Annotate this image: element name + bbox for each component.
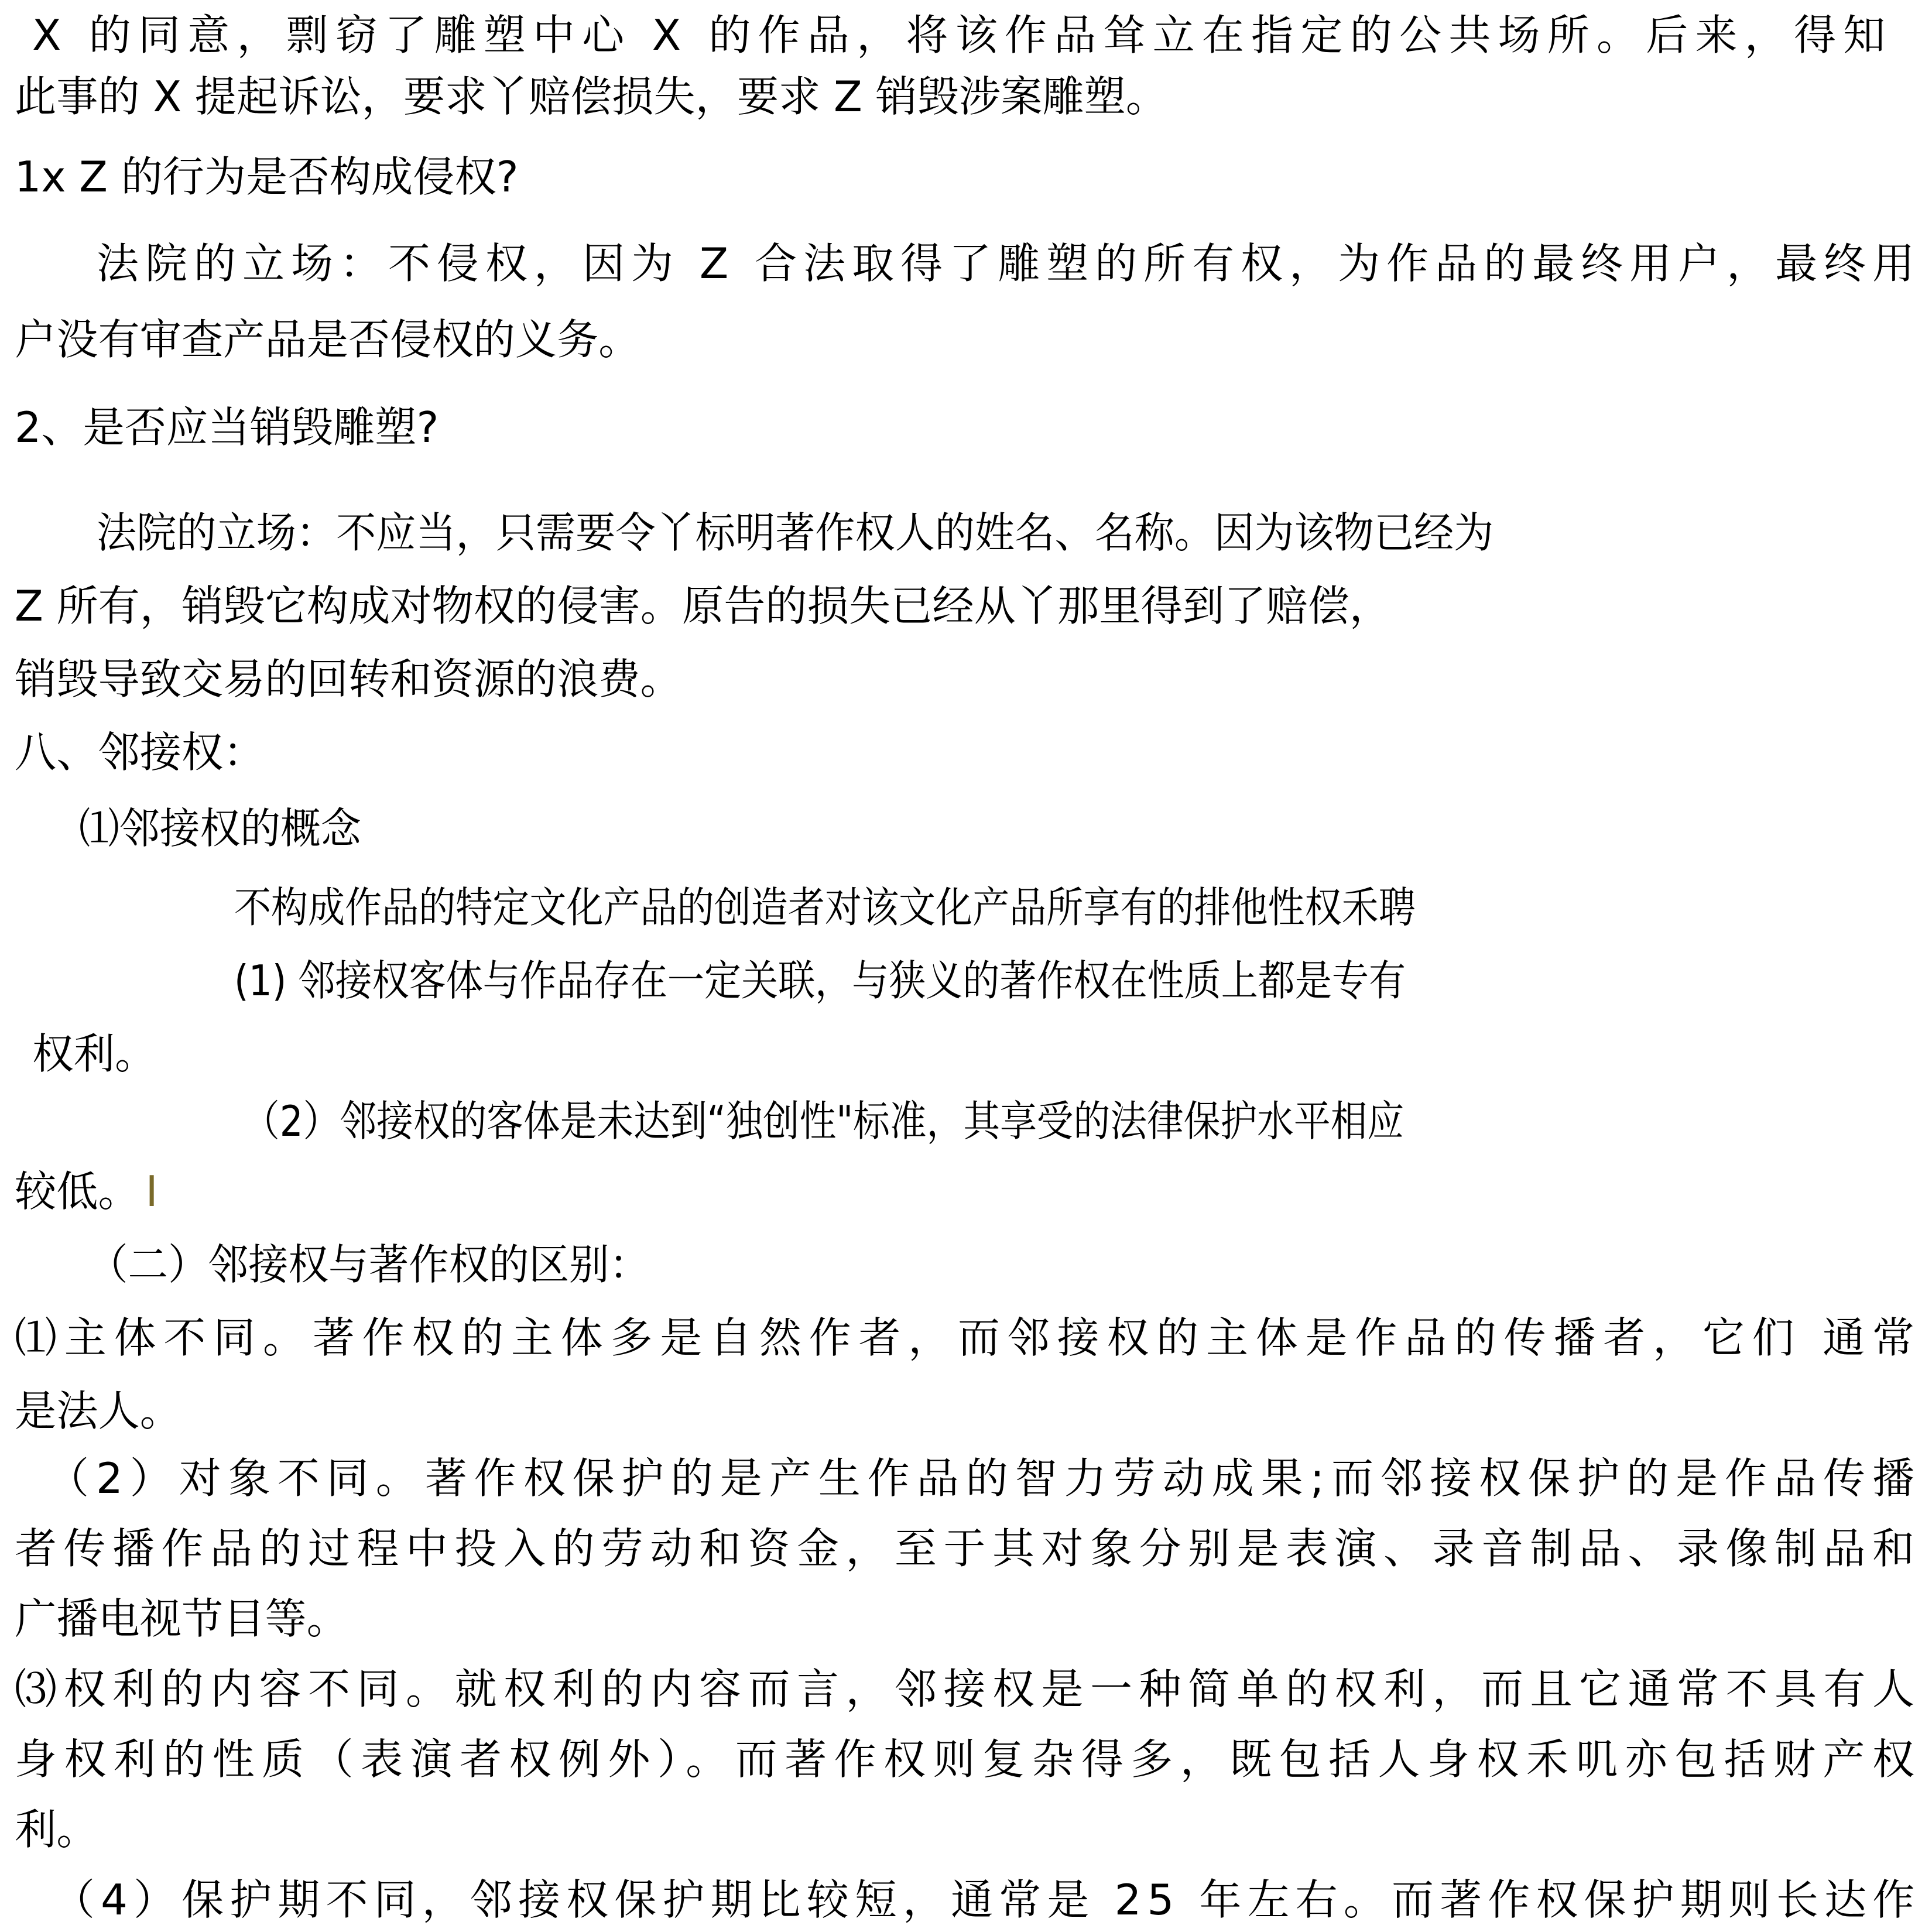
difference-2-line-1: （2）对象不同。著作权保护的是产生作品的智力劳动成果;而邻接权保护的是作品传播 (47, 1454, 1922, 1503)
difference-2-line-2: 者传播作品的过程中投入的劳动和资金，至于其对象分别是表演、录音制品、录像制品和 (15, 1524, 1921, 1573)
answer-2-line-1: 法院的立场：不应当，只需要令丫标明著作权人的姓名、名称。因为该物已经为 (97, 508, 1494, 557)
paragraph-line-1: X 的同意，剽窃了雕塑中心 X 的作品，将该作品耸立在指定的公共场所。后来，得知 (32, 11, 1893, 60)
difference-3-line-1: ⑶权利的内容不同。就权利的内容而言，邻接权是一种简单的权利，而且它通常不具有人 (15, 1664, 1921, 1714)
answer-2-line-2: Z 所有，销毁它构成对物权的侵害。原告的损失已经从丫那里得到了赔偿， (15, 581, 1392, 631)
concept-point-2-line-2 (15, 1162, 1926, 1221)
text-cursor-mark: I (145, 1167, 158, 1216)
concept-point-1-line-2: 权利。 (32, 1029, 156, 1078)
subsection-heading-2: （二）邻接权与著作权的区别： (88, 1240, 650, 1289)
difference-3-line-3: 利。 (15, 1805, 98, 1854)
concept-definition: 不构成作品的特定文化产品的创造者对该文化产品所享有的排他性权禾聘 (234, 883, 1416, 932)
paragraph-line-2: 此事的 X 提起诉讼，要求丫赔偿损失，要求 Z 销毁涉案雕塑。 (15, 72, 1168, 121)
concept-point-2-text: 较低。 (15, 1167, 140, 1216)
question-2: 2、是否应当销毁雕塑? (15, 403, 439, 452)
answer-2-line-3: 销毁导致交易的回转和资源的浪费。 (15, 655, 682, 704)
difference-2-line-3: 广播电视节目等。 (15, 1594, 348, 1643)
difference-4-line-1: （4）保护期不同，邻接权保护期比较短，通常是 25 年左右。而著作权保护期则长达作 (53, 1875, 1921, 1924)
concept-point-2-line-1: （2）邻接权的客体是未达到“独创性"标准，其享受的法律保护水平相应 (243, 1097, 1405, 1146)
difference-3-line-2: 身权利的性质（表演者权例外）。而著作权则复杂得多，既包括人身权禾叽亦包括财产权 (15, 1735, 1922, 1784)
concept-point-1-line-1: (1) 邻接权客体与作品存在一定关联，与狭义的著作权在性质上都是专有 (234, 956, 1406, 1005)
difference-1-line-2: 是法人。 (15, 1386, 181, 1436)
question-1: 1x Z 的行为是否构成侵权? (15, 152, 519, 201)
answer-1-line-1: 法院的立场：不侵权，因为 Z 合法取得了雕塑的所有权，为作品的最终用户，最终用 (97, 239, 1921, 288)
section-heading-8: 八、邻接权： (15, 728, 265, 777)
answer-1-line-2: 户没有审查产品是否侵权的义务。 (15, 315, 640, 364)
difference-1-line-1: ⑴主体不同。著作权的主体多是自然作者，而邻接权的主体是作品的传播者，它们 通常 (15, 1313, 1922, 1362)
subsection-heading-1: ⑴邻接权的概念 (79, 804, 361, 853)
